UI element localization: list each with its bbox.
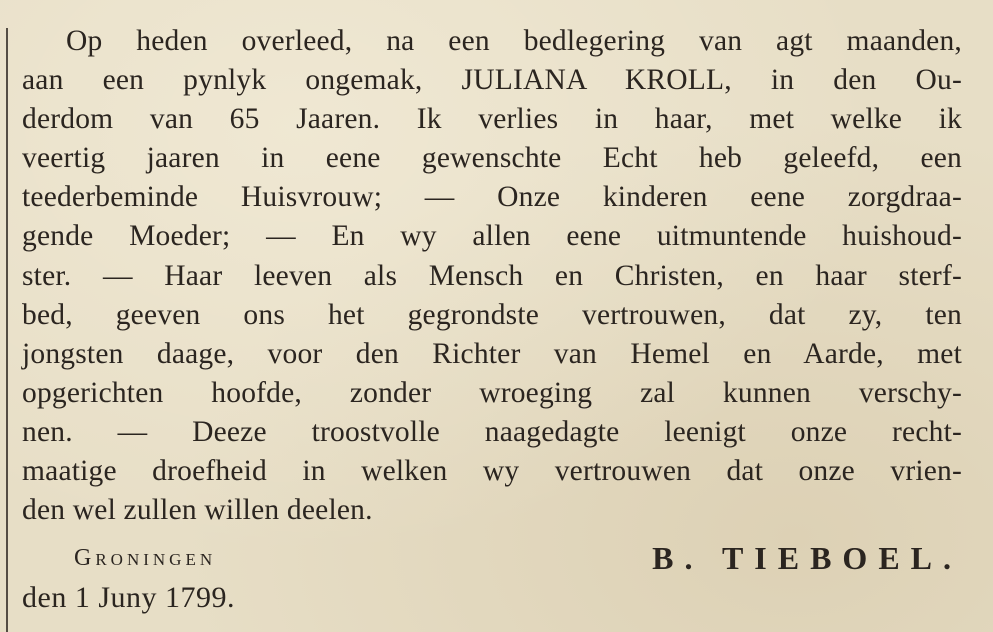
- notice-line: veertig jaaren in eene gewenschte Echt heb geleefd, een: [22, 142, 962, 175]
- notice-line: opgerichten hoofde, zonder wroeging zal kunnen verschy-: [22, 376, 962, 409]
- notice-line: maatige droefheid in welken wy vertrouwen dat onze vrien-: [22, 455, 962, 488]
- notice-line: den wel zullen willen deelen.: [22, 494, 373, 527]
- signatory-name: B. TIEBOEL.: [652, 540, 962, 576]
- column-rule: [6, 28, 8, 632]
- signature-block: [22, 538, 962, 578]
- notice-line: Op heden overleed, na een bedlegering van agt maanden,: [66, 25, 962, 57]
- notice-date: den 1 Juny 1799.: [22, 581, 235, 614]
- notice-line: teederbeminde Huisvrouw; — Onze kinderen eene zorgdraa-: [22, 181, 962, 214]
- death-notice-body: [22, 22, 962, 530]
- notice-line: ster. — Haar leeven als Mensch en Christen, en haar sterf-: [22, 259, 962, 292]
- notice-line: bed, geeven ons het gegrondste vertrouwen, dat zy, ten: [22, 298, 962, 331]
- notice-line: nen. — Deeze troostvolle naagedagte leenigt onze recht-: [22, 415, 962, 448]
- notice-line: aan een pynlyk ongemak, JULIANA KROLL, in den Ou-: [22, 64, 962, 97]
- notice-line: derdom van 65 Jaaren. Ik verlies in haar, met welke ik: [22, 103, 962, 136]
- notice-line: gende Moeder; — En wy allen eene uitmuntende huishoud-: [22, 220, 962, 253]
- notice-line: jongsten daage, voor den Richter van Hemel en Aarde, met: [22, 337, 962, 370]
- place-name: Groningen: [74, 545, 217, 571]
